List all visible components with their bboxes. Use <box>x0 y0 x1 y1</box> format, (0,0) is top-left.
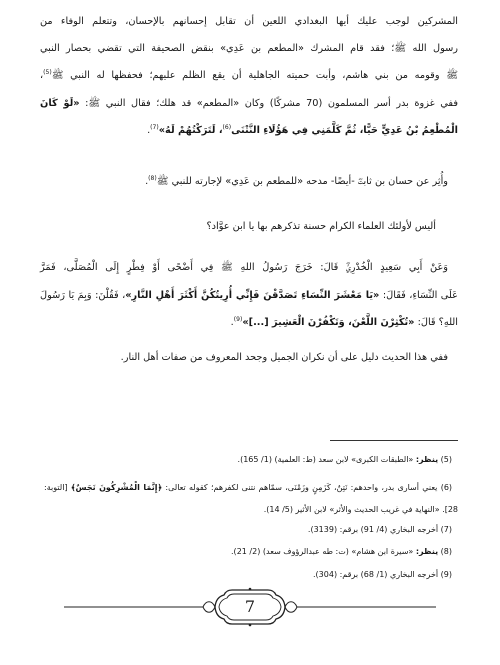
hadith-line-2 <box>40 285 458 307</box>
page-number: 7 <box>244 597 256 616</box>
footnote-7 <box>44 521 458 539</box>
ornament-dot-top <box>249 588 252 591</box>
footnote-number: (7) <box>440 525 452 534</box>
ornament-leaf-left <box>203 602 215 613</box>
line-text: ﷺ وقومه من بني هاشم، وأبت حميته الجاهلية أن يقع الظلم عليهم؛ فحفظها له النبي ﷺ <box>51 70 458 81</box>
footnote-text: أخرجه البخاري (1/ 68) برقم: (304). <box>312 570 439 579</box>
line-text: وأُثِر عن حسان بن ثابتؓ -أيضًا- مدحه «للمطعم بن عَدِي» لإجارته للنبي ﷺ <box>156 176 448 187</box>
footnote-lead: ينظر: <box>415 455 439 464</box>
line-text: اللهِ؟ قَالَ: <box>417 317 458 328</box>
hadith-quote: ، لَتَرَكْتُهُمْ لَهُ» <box>158 125 223 136</box>
line-text: ففي غزوة بدر أسر المسلمون (70 مشركًا) وكان «المطعم» قد هلك؛ فقال النبي ﷺ: <box>85 98 458 109</box>
footnote-text: أخرجه البخاري (4/ 91) برقم: (3139). <box>307 525 439 534</box>
footnote-6-line-1 <box>44 479 458 497</box>
paragraph-1-line-3 <box>40 65 458 87</box>
footnote-5 <box>44 451 458 469</box>
footnote-number: (6) <box>440 483 453 492</box>
paragraph-1-line-1: المشركين لوجب عليك أيها البغدادي اللعين أن تقابل إحسانهم بالإحسان، وتتعلم الوفاء من <box>40 16 458 27</box>
hadith-line-1: وَعَنْ أَبِي سَعِيدٍ الْخُدْرِيِّؓ قَالَ: خَرَجَ رَسُولُ اللهِ ﷺ فِي أَضْحًى أَوْ فِطْرٍ إِلَى الْمُصَلَّى، فَمَرَّ <box>40 262 448 273</box>
footnote-text: [التوبة: <box>44 483 68 492</box>
footnote-number: (8) <box>440 547 452 556</box>
footnote-ref-8: (8) <box>148 174 157 182</box>
footnote-ref-7: (7) <box>150 123 159 131</box>
hadith-quote: «تُكْثِرْنَ اللَّعْنَ، وَتَكْفُرْنَ الْعَشِيرَ [...]» <box>242 317 415 328</box>
footnote-number: (9) <box>440 570 452 579</box>
paragraph-5-conclusion: ففي هذا الحديث دليل على أن نكران الجميل وجحد المعروف من صفات أهل النار. <box>120 352 448 363</box>
footnote-text: «سيرة ابن هشام» (ت: طه عبدالرؤوف سعد) (2/ 21). <box>231 547 414 556</box>
footnote-number: (5) <box>440 455 452 464</box>
footnote-text: يعني أسارى بدر، واحدهم: نَتِنٌ، كَزَمِنٍ وزَمْنَى، سمّاهم نتنى لكفرهم؛ كقوله تعالى: <box>165 483 438 492</box>
hadith-quote: «يَا مَعْشَرَ النِّسَاءِ تَصَدَّقْنَ فَإِنِّي أُرِيتُكُنَّ أَكْثَرَ أَهْلِ النَّارِ» <box>125 290 380 301</box>
footnote-lead: ينظر: <box>415 547 439 556</box>
hadith-quote: «لَوْ كَانَ <box>40 98 80 109</box>
footnote-separator <box>330 440 458 441</box>
ornament-leaf-right <box>285 602 297 613</box>
line-text: عَلَى النِّسَاءِ، فَقَالَ: <box>382 290 458 301</box>
paragraph-1-line-4 <box>40 93 458 115</box>
quran-verse: ﴿إِنَّمَا الْمُشْرِكُونَ نَجَسٌ﴾ <box>70 483 163 492</box>
footnote-ref-6: (6) <box>222 123 232 131</box>
footnote-ref-9: (9) <box>233 315 243 323</box>
paragraph-3-question: أليس لأولئك العلماء الكرام حسنة تذكرهم بها يا ابن عوَّاد؟ <box>206 221 436 232</box>
line-punctuation: . <box>147 125 151 136</box>
line-punctuation: . <box>230 317 234 328</box>
footnote-text: «الطبقات الكبرى» لابن سعد (ط: العلمية) (1/ 165). <box>237 455 414 464</box>
hadith-quote: الْمُطْعِمُ بْنُ عَدِيٍّ حَيًّا، ثُمَّ كَلَّمَنِي فِي هَؤُلَاءِ النَّتْنَى <box>231 125 458 136</box>
footnote-ref-5: (5) <box>43 68 52 76</box>
line-text: ، فَقُلْنَ: وَبِمَ يَا رَسُولَ <box>40 290 126 301</box>
line-punctuation: . <box>145 176 149 187</box>
footnote-9 <box>44 566 458 584</box>
footnote-6-line-2: 28]. «النهاية في غريب الحديث والأثر» لابن الأثير (5/ 14). <box>263 505 458 514</box>
paragraph-2 <box>40 171 458 193</box>
paragraph-1-line-5 <box>40 120 458 142</box>
footnote-8 <box>44 543 458 561</box>
line-punctuation: ، <box>40 70 44 81</box>
paragraph-1-line-2: رسول الله ﷺ؛ فقد قام المشرك «المطعم بن عَدِي» بنقض الصحيفة التي تقضي بحصار النبي <box>40 43 458 54</box>
ornament-dot-bottom <box>249 624 252 627</box>
hadith-line-3 <box>40 312 458 334</box>
